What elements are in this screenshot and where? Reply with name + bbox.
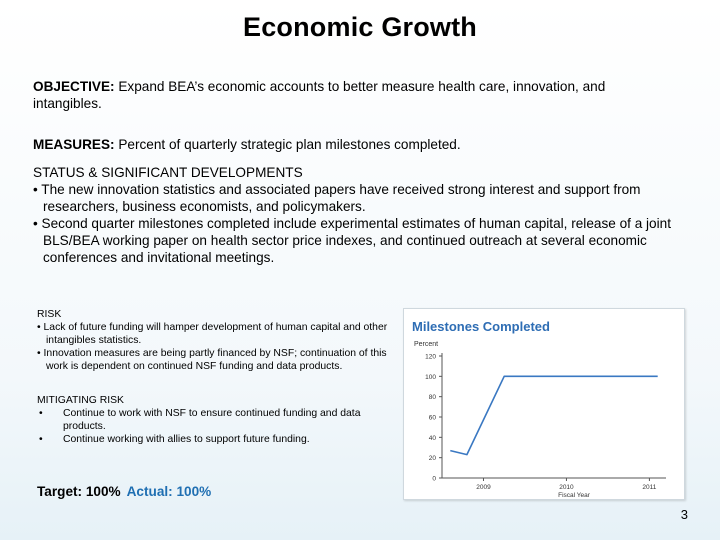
risk-item-2: • Innovation measures are being partly financed by NSF; continuation of this work is dependent on continued NSF funding and data products. xyxy=(37,348,387,372)
chart-title: Milestones Completed xyxy=(412,319,550,334)
page-number: 3 xyxy=(680,507,688,522)
status-bullet-2: • Second quarter milestones completed include experimental estimates of human capital, release of a joint BLS/BEA working paper on health sector price indexes, and continued outreach at several economic conferences and invitational meetings. xyxy=(33,216,671,265)
mitigating-item-text: Continue working with allies to support future funding. xyxy=(63,434,310,445)
chart-svg xyxy=(404,309,684,499)
actual-value: Actual: 100% xyxy=(126,484,212,499)
x-tick-label: 2010 xyxy=(559,484,574,491)
risk-heading: RISK xyxy=(37,309,62,320)
x-tick-label: 2011 xyxy=(642,484,657,491)
y-tick-label: 120 xyxy=(425,353,436,361)
mitigating-item-text: Continue to work with NSF to ensure continued funding and data products. xyxy=(63,408,361,432)
target-actual-line xyxy=(37,484,211,499)
measures-text: Percent of quarterly strategic plan milestones completed. xyxy=(114,137,461,152)
status-section xyxy=(33,164,693,266)
target-value: Target: 100% xyxy=(37,484,121,499)
status-bullet-1: • The new innovation statistics and associated papers have received strong interest and support from researchers, business economists, and policymakers. xyxy=(33,182,641,214)
y-tick-label: 80 xyxy=(428,394,436,402)
mitigating-item-2 xyxy=(37,433,399,446)
y-tick-label: 40 xyxy=(428,434,436,442)
y-tick-label: 100 xyxy=(425,373,436,381)
milestones-chart xyxy=(403,308,685,500)
risk-section xyxy=(37,308,399,373)
x-tick-label: 2009 xyxy=(476,484,491,491)
mitigating-heading: MITIGATING RISK xyxy=(37,395,124,406)
y-tick-label: 60 xyxy=(428,414,436,422)
slide-title: Economic Growth xyxy=(242,12,478,42)
y-tick-label: 20 xyxy=(428,455,436,463)
bullet-dot: • xyxy=(39,408,43,419)
series-line xyxy=(450,376,657,454)
status-heading: STATUS & SIGNIFICANT DEVELOPMENTS xyxy=(33,165,303,180)
x-axis-label: Fiscal Year xyxy=(558,492,590,499)
measures-paragraph xyxy=(33,136,673,153)
y-tick-label: 0 xyxy=(432,475,436,483)
objective-text: Expand BEA’s economic accounts to better measure health care, innovation, and intangibles. xyxy=(33,79,606,111)
measures-label: MEASURES: xyxy=(33,137,115,152)
y-axis-label: Percent xyxy=(414,341,439,348)
objective-paragraph xyxy=(33,78,673,112)
risk-item-1: • Lack of future funding will hamper development of human capital and other intangibles statistics. xyxy=(37,322,388,346)
bullet-dot: • xyxy=(39,434,43,445)
mitigating-item-1 xyxy=(37,407,399,433)
objective-label: OBJECTIVE: xyxy=(33,79,115,94)
mitigating-risk-section xyxy=(37,394,399,446)
